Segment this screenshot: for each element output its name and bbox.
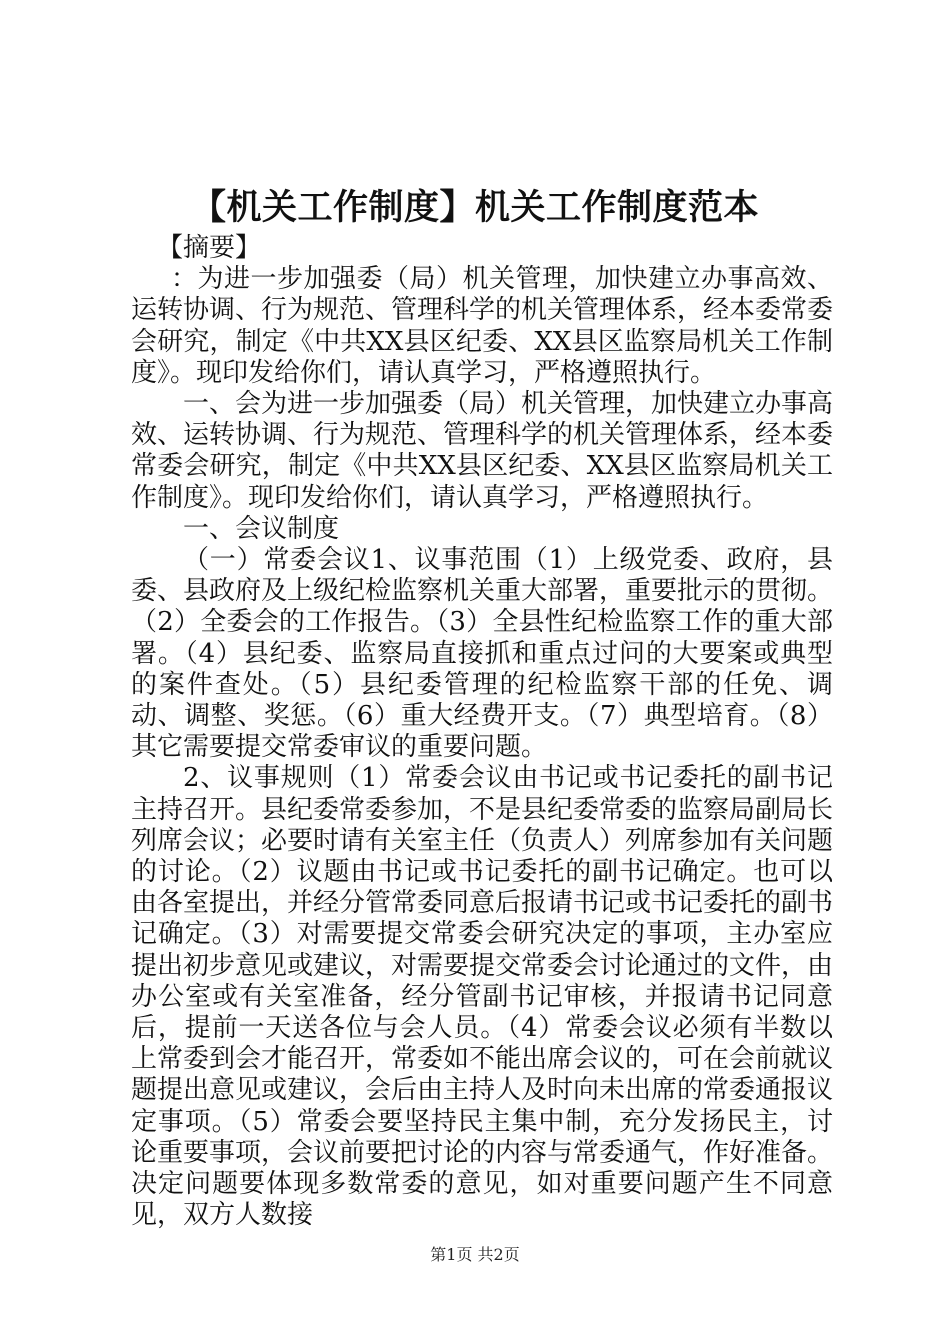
section-heading-meeting: 一、会议制度 [183,513,340,544]
paragraph-rules: 2、议事规则（1）常委会议由书记或书记委托的副书记主持召开。县纪委常委参加，不是县纪委常委的监察局副局长列席会议；必要时请有关室主任（负责人）列席参加有关问题的讨论。（2）议题由书记或书记委托的副书记确定。也可以由各室提出，并经分管常委同意后报请书记或书记委托的副书记确定。（3）对需要提交常委会研究决定的事项，主办室应提出初步意见或建议，对需要提交常委会讨论通过的文件，由办公室或有关室准备，经分管副书记审核，并报请书记同意后，提前一天送各位与会人员。（4）常委会议必须有半数以上常委到会才能召开，常委如不能出席会议的，可在会前就议题提出意见或建议，会后由主持人及时向未出席的常委通报议定事项。（5）常委会要坚持民主集中制，充分发扬民主，讨论重要事项，会议前要把讨论的内容与常委通气，作好准备。决定问题要体现多数常委的意见，如对重要问题产生不同意见，双方人数接 [131,763,834,1231]
abstract-label: 【摘要】 [157,233,262,263]
paragraph-abstract: ：为进一步加强委（局）机关管理，加快建立办事高效、运转协调、行为规范、管理科学的机关管理体系，经本委常委会研究，制定《中共XX县区纪委、XX县区监察局机关工作制度》。现印发给你们，请认真学习，严格遵照执行。 [131,264,834,388]
page-footer: 第1页 共2页 [430,1245,520,1264]
document-body [131,233,833,1232]
page-title: 【机关工作制度】机关工作制度范本 [190,187,759,228]
paragraph-scope: （一）常委会议1、议事范围（1）上级党委、政府，县委、县政府及上级纪检监察机关重大部署，重要批示的贯彻。（2）全委会的工作报告。（3）全县性纪检监察工作的重大部署。（4）县纪委、监察局直接抓和重点过问的大要案或典型的案件查处。（5）县纪委管理的纪检监察干部的任免、调动、调整、奖惩。（6）重大经费开支。（7）典型培育。（8）其它需要提交常委审议的重要问题。 [131,545,834,763]
paragraph-intro: 一、会为进一步加强委（局）机关管理，加快建立办事高效、运转协调、行为规范、管理科学的机关管理体系，经本委常委会研究，制定《中共XX县区纪委、XX县区监察局机关工作制度》。现印发给你们，请认真学习，严格遵照执行。 [131,389,834,513]
